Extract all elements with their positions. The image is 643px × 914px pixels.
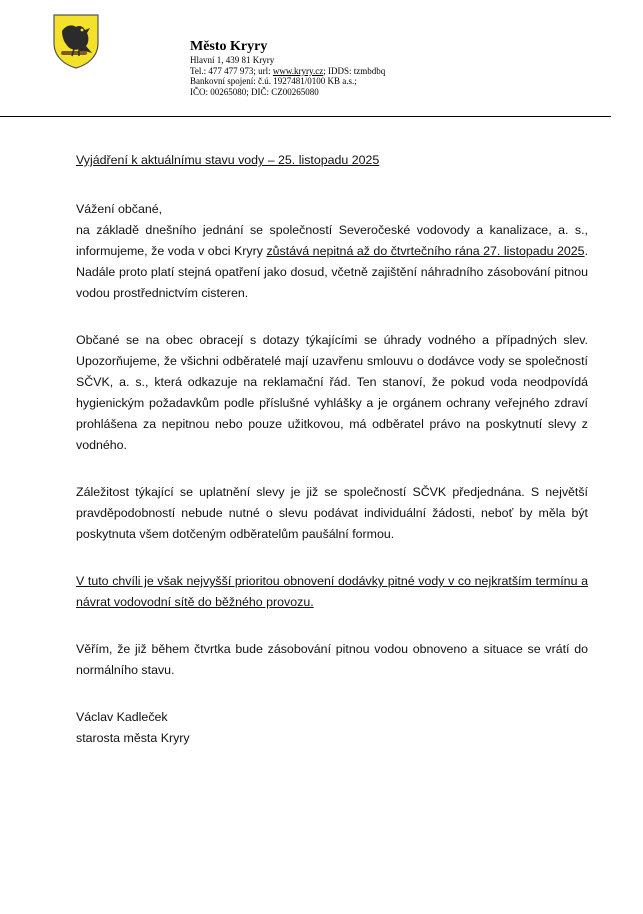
signature-title: starosta města Kryry <box>76 731 190 745</box>
contact-line <box>190 66 385 77</box>
tax-ids: IČO: 00265080; DIČ: CZ00265080 <box>190 86 319 97</box>
organization-info <box>190 38 385 97</box>
letter-body <box>76 150 588 749</box>
organization-name: Město Kryry <box>190 39 268 54</box>
signature <box>76 707 588 749</box>
phone: Tel.: 477 477 973; url: <box>190 65 273 76</box>
header-divider <box>0 116 611 117</box>
letterhead <box>0 0 643 118</box>
bank-account: Bankovní spojení: č.ú. 1927481/0100 KB a.s.; <box>190 76 357 86</box>
paragraph-intro <box>76 199 588 304</box>
website-link[interactable]: www.kryry.cz <box>272 65 324 76</box>
signature-name: Václav Kadleček <box>76 710 168 724</box>
paragraph-2: Občané se na obec obracejí s dotazy týkajícími se úhrady vodného a případných slev. Upozorňujeme, že všichni odběratelé mají uzavřenu smlouvu o dodávce vody se společností SČVK, a. s., která odkazuje na reklamační řád. Ten stanoví, že pokud voda neodpovídá hygienickým požadavkům podle příslušné vyhlášky a je orgánem ochrany veřejného zdraví prohlášena za nepitnou nebo pouze užitkovou, má odběratel právo na poskytnutí slevy z vodného. <box>76 333 588 452</box>
paragraph-1-start: na základě dnešního jednání se společností Severočeské vodovody a kanalizace, a. s., informujeme, že voda v obci Kryry <box>76 223 588 258</box>
paragraph-3: Záležitost týkající se uplatnění slevy je již se společností SČVK předjednána. S největší pravděpodobností nebude nutné o slevu podávat individuální žádosti, neboť by měla být poskytnuta všem dotčeným odběratelům paušální formou. <box>76 485 588 541</box>
greeting: Vážení občané, <box>76 202 163 216</box>
letter-subject: Vyjádření k aktuálnímu stavu vody – 25. listopadu 2025 <box>76 153 380 167</box>
paragraph-1-end: . Nadále proto platí stejná opatření jako dosud, včetně zajištění náhradního zásobování pitnou vodou prostřednictvím cisteren. <box>76 244 589 300</box>
coat-of-arms-icon <box>52 13 100 69</box>
paragraph-1-highlight: zůstává nepitná až do čtvrtečního rána 27. listopadu 2025 <box>266 244 585 258</box>
address: Hlavní 1, 439 81 Kryry <box>190 55 275 65</box>
paragraph-5: Věřím, že již během čtvrtka bude zásobování pitnou vodou obnoveno a situace se vrátí do normálního stavu. <box>76 642 588 677</box>
paragraph-4: V tuto chvíli je však nejvyšší prioritou obnovení dodávky pitné vody v co nejkratším termínu a návrat vodovodní sítě do běžného provozu. <box>76 574 588 609</box>
paragraph-1 <box>76 220 588 304</box>
data-box-id: ; IDDS: tzmbdbq <box>323 65 386 76</box>
